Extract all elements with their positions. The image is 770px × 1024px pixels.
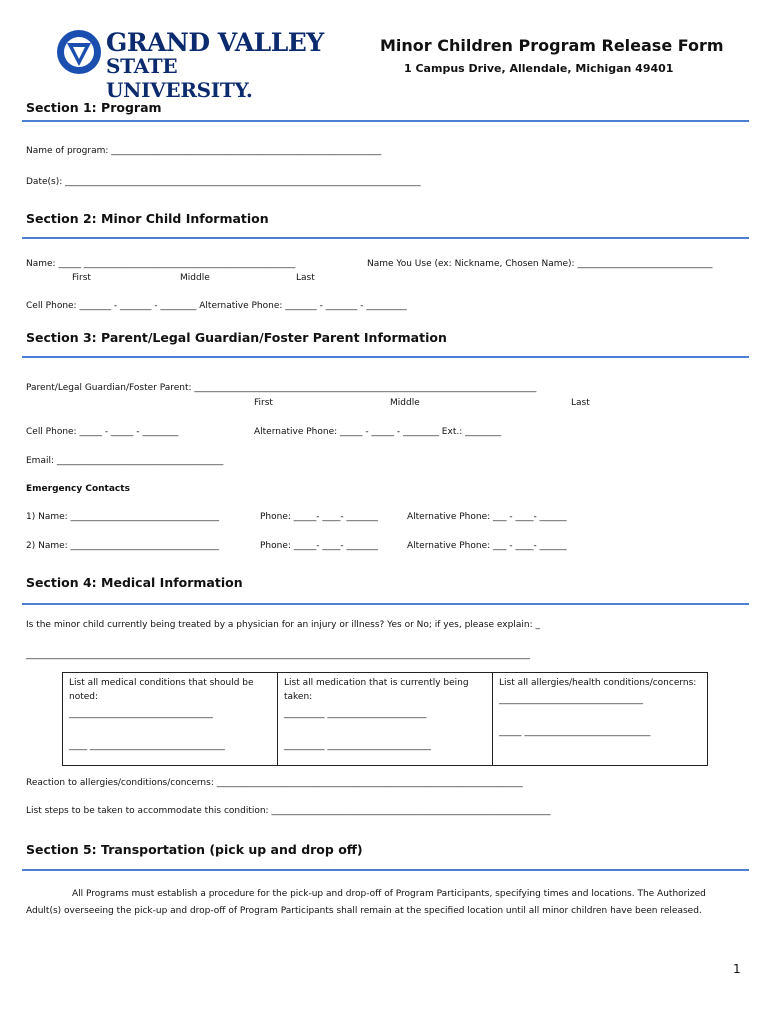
contact2-phone-field[interactable]: Phone: _____- ____- _______ <box>260 541 378 551</box>
section3-rule <box>22 356 749 358</box>
emergency-contacts-label: Emergency Contacts <box>26 484 130 494</box>
child-middle-label: Middle <box>180 273 210 283</box>
medical-info-table <box>62 672 708 766</box>
allergies-label: List all allergies/health conditions/concerns: <box>499 678 697 688</box>
contact2-alt-phone-field[interactable]: Alternative Phone: ___ - ____- ______ <box>407 541 567 551</box>
section4-rule <box>22 603 749 605</box>
transportation-paragraph: All Programs must establish a procedure for the pick-up and drop-off of Program Participants, specifying times and locations. The Authorized Adult(s) overseeing the pick-up and drop-off of Program Participants shall remain at the specified location until all minor children have been released. <box>26 889 706 916</box>
medical-conditions-label: List all medical conditions that should be noted: <box>69 678 254 702</box>
physician-question-field[interactable]: Is the minor child currently being treated by a physician for an injury or illness? Yes or No; if yes, please explain: _ <box>26 620 540 630</box>
child-phone-field[interactable]: Cell Phone: _______ - _______ - ________ Alternative Phone: _______ - _______ - _________ <box>26 301 407 311</box>
section2-rule <box>22 237 749 239</box>
logo-line-1: GRAND VALLEY <box>106 28 324 57</box>
accommodation-steps-field[interactable]: List steps to be taken to accommodate this condition: ______________________________________________________________ <box>26 806 551 816</box>
medication-cell[interactable] <box>278 673 493 766</box>
contact1-alt-phone-field[interactable]: Alternative Phone: ___ - ____- ______ <box>407 512 567 522</box>
medication-line-2[interactable]: _________ _______________________ <box>284 741 431 751</box>
section4-heading: Section 4: Medical Information <box>26 575 243 590</box>
medical-conditions-line-1[interactable]: ________________________________ <box>69 709 213 719</box>
child-last-label: Last <box>296 273 315 283</box>
child-name-field[interactable]: Name: _____ _______________________________________________ <box>26 259 296 269</box>
child-first-label: First <box>72 273 91 283</box>
page-number: 1 <box>733 962 741 976</box>
reaction-field[interactable]: Reaction to allergies/conditions/concerns: ____________________________________________________________________ <box>26 778 523 788</box>
name-you-use-field[interactable]: Name You Use (ex: Nickname, Chosen Name): ______________________________ <box>367 259 713 269</box>
contact1-phone-field[interactable]: Phone: _____- ____- _______ <box>260 512 378 522</box>
medication-line-1[interactable]: _________ ______________________ <box>284 709 427 719</box>
physician-explain-line[interactable]: ________________________________________________________________________________________________________________ <box>26 650 530 660</box>
dates-field[interactable]: Date(s): _______________________________________________________________________________ <box>26 177 421 187</box>
parent-email-field[interactable]: Email: _____________________________________ <box>26 456 224 466</box>
program-name-field[interactable]: Name of program: ____________________________________________________________ <box>26 146 382 156</box>
gvsu-logo <box>56 24 326 102</box>
logo-line-2: STATE UNIVERSITY. <box>106 54 253 102</box>
parent-last-label: Last <box>571 398 590 408</box>
parent-first-label: First <box>254 398 273 408</box>
medical-conditions-cell[interactable] <box>63 673 278 766</box>
medical-conditions-line-2[interactable]: ____ ______________________________ <box>69 741 225 751</box>
section1-heading: Section 1: Program <box>26 100 162 115</box>
form-address: 1 Campus Drive, Allendale, Michigan 49401 <box>404 62 674 75</box>
gvsu-emblem-icon <box>56 26 102 78</box>
section5-rule <box>22 869 749 871</box>
parent-name-field[interactable]: Parent/Legal Guardian/Foster Parent: ____________________________________________________________________________ <box>26 383 537 393</box>
section2-heading: Section 2: Minor Child Information <box>26 211 269 226</box>
allergies-line-2[interactable]: _____ ____________________________ <box>499 727 651 737</box>
contact2-name-field[interactable]: 2) Name: _________________________________ <box>26 541 220 551</box>
section3-heading: Section 3: Parent/Legal Guardian/Foster Parent Information <box>26 330 447 345</box>
parent-alt-phone-field[interactable]: Alternative Phone: _____ - _____ - ________ Ext.: ________ <box>254 427 502 437</box>
allergies-line-1[interactable]: ________________________________ <box>499 695 643 705</box>
parent-cell-phone-field[interactable]: Cell Phone: _____ - _____ - ________ <box>26 427 179 437</box>
medication-label: List all medication that is currently being taken: <box>284 678 469 702</box>
section5-heading: Section 5: Transportation (pick up and drop off) <box>26 842 363 857</box>
contact1-name-field[interactable]: 1) Name: _________________________________ <box>26 512 220 522</box>
form-title: Minor Children Program Release Form <box>380 36 724 55</box>
section1-rule <box>22 120 749 122</box>
allergies-cell[interactable] <box>493 673 708 766</box>
parent-middle-label: Middle <box>390 398 420 408</box>
